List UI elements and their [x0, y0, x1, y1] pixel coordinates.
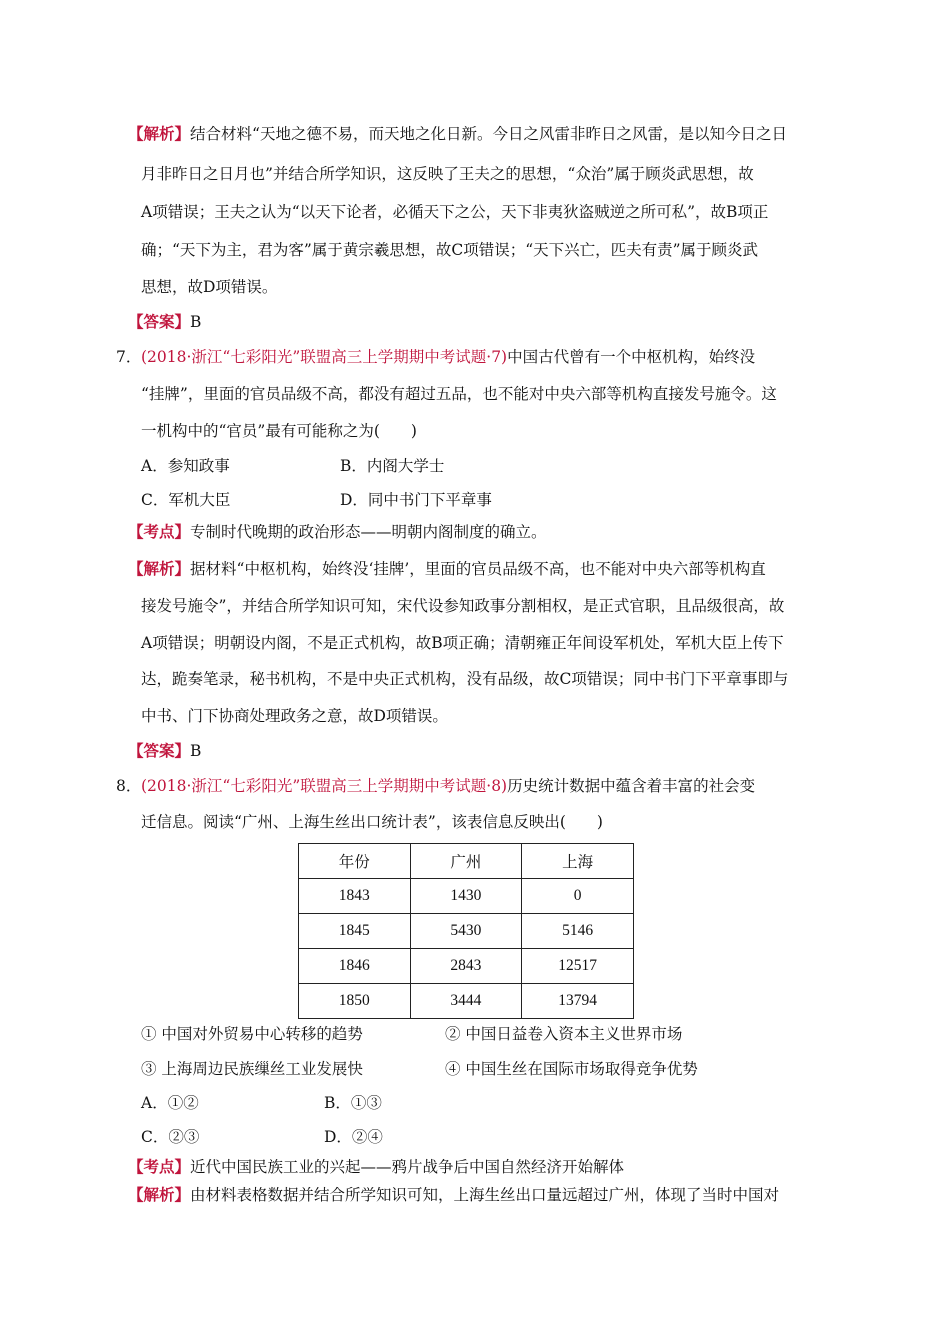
q7-stem-line: 一机构中的“官员”最有可能称之为( ) [141, 422, 417, 440]
q8-option-c: C．②③ [141, 1128, 200, 1146]
table-cell: 1850 [299, 984, 411, 1019]
q8-option-b: B．①③ [324, 1094, 382, 1112]
table-header-row [299, 844, 634, 879]
q7-option-d: D．同中书门下平章事 [340, 491, 492, 509]
table-row [299, 914, 634, 949]
q8-option-d: D．②④ [324, 1128, 383, 1146]
table-cell: 0 [522, 879, 634, 914]
table-cell: 1845 [299, 914, 411, 949]
table-row [299, 879, 634, 914]
question-source: (2018·浙江“七彩阳光”联盟高三上学期期中考试题·7) [141, 348, 508, 366]
q7-analysis-line: 接发号施令”，并结合所学知识可知，宋代设参知政事分割相权，是正式官职，且品级很高，故 [141, 597, 785, 615]
q6-analysis-line: A项错误；王夫之认为“以天下论者，必循天下之公，天下非夷狄盗贼逆之所可私”，故B项正 [141, 203, 769, 221]
point-tag: 【考点】 [128, 522, 191, 541]
q7-option-a: A．参知政事 [141, 457, 230, 475]
q7-stem-line: “挂牌”，里面的官员品级不高，都没有超过五品，也不能对中央六部等机构直接发号施令。这 [141, 385, 777, 403]
table-cell: 12517 [522, 949, 634, 984]
q6-answer [128, 312, 808, 332]
point-tag: 【考点】 [128, 1157, 191, 1176]
answer-tag: 【答案】 [128, 741, 191, 760]
question-source: (2018·浙江“七彩阳光”联盟高三上学期期中考试题·8) [141, 777, 508, 795]
q8-point: 【考点】近代中国民族工业的兴起——鸦片战争后中国自然经济开始解体 [128, 1157, 625, 1176]
q7-analysis-line: 【解析】据材料“中枢机构，始终没‘挂牌’，里面的官员品级不高，也不能对中央六部等机构直 [128, 559, 766, 578]
q8-option-a: A．①② [141, 1094, 199, 1112]
analysis-tag: 【解析】 [128, 1185, 191, 1204]
table-cell: 13794 [522, 984, 634, 1019]
question-number: 8． [116, 777, 142, 795]
q6-analysis-line: 月非昨日之日月也”并结合所学知识，这反映了王夫之的思想，“众治”属于顾炎武思想，故 [141, 165, 754, 183]
answer-tag: 【答案】 [128, 312, 191, 331]
analysis-tag: 【解析】 [128, 124, 191, 143]
q8-stem-first: (2018·浙江“七彩阳光”联盟高三上学期期中考试题·8)历史统计数据中蕴含着丰富的社会变 [141, 777, 756, 795]
q7-option-c: C．军机大臣 [141, 491, 231, 509]
table-cell: 1846 [299, 949, 411, 984]
table-cell: 5430 [410, 914, 522, 949]
q7-analysis-line: 中书、门下协商处理政务之意，故D项错误。 [141, 707, 448, 725]
answer-value: B [190, 313, 202, 331]
q8-statement-2: ② 中国日益卷入资本主义世界市场 [445, 1025, 683, 1043]
q6-analysis-line: 【解析】结合材料“天地之德不易，而天地之化日新。今日之风雷非昨日之风雷，是以知今日之日 [128, 124, 787, 143]
table-header-cell: 年份 [299, 844, 411, 879]
question-number: 7． [116, 348, 142, 366]
q6-analysis-line: 思想，故D项错误。 [141, 278, 278, 296]
table-cell: 2843 [410, 949, 522, 984]
q7-stem-first: (2018·浙江“七彩阳光”联盟高三上学期期中考试题·7)中国古代曾有一个中枢机构，始终没 [141, 348, 756, 366]
q6-analysis-line: 确；“天下为主，君为客”属于黄宗羲思想，故C项错误；“天下兴亡，匹夫有责”属于顾炎武 [141, 241, 759, 259]
silk-export-table [298, 843, 634, 1019]
table-header-cell: 广州 [410, 844, 522, 879]
q8-stem-line: 迁信息。阅读“广州、上海生丝出口统计表”，该表信息反映出( ) [141, 813, 603, 831]
q7-analysis-line: A项错误；明朝设内阁，不是正式机构，故B项正确；清朝雍正年间设军机处，军机大臣上传下 [141, 634, 784, 652]
q8-statement-1: ① 中国对外贸易中心转移的趋势 [141, 1025, 363, 1043]
answer-value: B [190, 742, 202, 760]
analysis-tag: 【解析】 [128, 559, 191, 578]
table-cell: 3444 [410, 984, 522, 1019]
table-header-cell: 上海 [522, 844, 634, 879]
q8-statement-4: ④ 中国生丝在国际市场取得竞争优势 [445, 1060, 698, 1078]
q7-answer [128, 741, 808, 761]
table-row [299, 984, 634, 1019]
table-cell: 5146 [522, 914, 634, 949]
q7-option-b: B．内阁大学士 [340, 457, 445, 475]
q8-statement-3: ③ 上海周边民族缫丝工业发展快 [141, 1060, 363, 1078]
table-cell: 1843 [299, 879, 411, 914]
table-row [299, 949, 634, 984]
q7-point: 【考点】专制时代晚期的政治形态——明朝内阁制度的确立。 [128, 522, 547, 541]
q8-analysis-line: 【解析】由材料表格数据并结合所学知识可知，上海生丝出口量远超过广州，体现了当时中国对 [128, 1185, 780, 1204]
table-cell: 1430 [410, 879, 522, 914]
q7-analysis-line: 达，跪奏笔录，秘书机构，不是中央正式机构，没有品级，故C项错误；同中书门下平章事即与 [141, 670, 789, 688]
